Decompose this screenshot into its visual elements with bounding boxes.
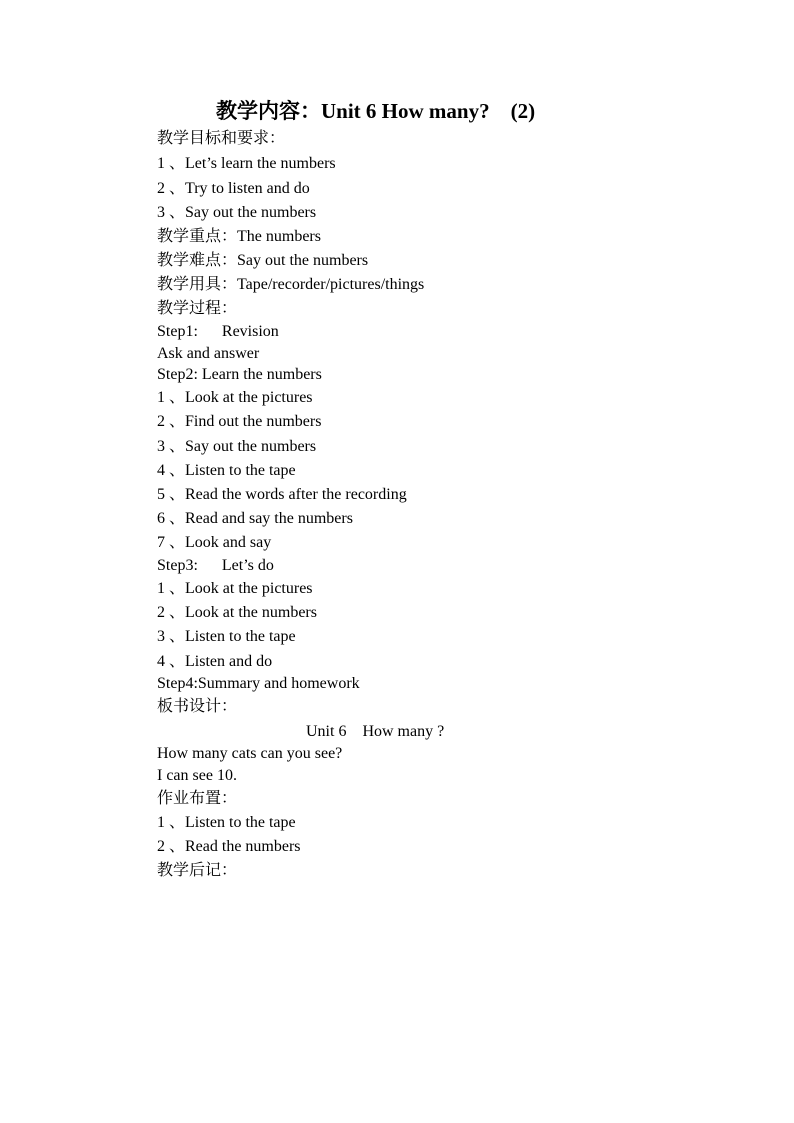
item-text: Try to listen and do	[185, 180, 310, 197]
objective-item	[157, 179, 310, 199]
item-number: 2 、	[157, 838, 186, 855]
item-number: 6 、	[157, 510, 186, 527]
homework-item	[157, 837, 301, 857]
step3-title: Step3: Let’s do	[157, 557, 274, 574]
item-number: 1 、	[157, 155, 186, 172]
homework-heading: 作业布置：	[157, 790, 238, 807]
step2-item	[157, 437, 316, 457]
item-text: Find out the numbers	[185, 413, 322, 430]
item-text: Read the numbers	[185, 838, 301, 855]
step2-item	[157, 388, 313, 408]
board-center-title: Unit 6 How many ?	[306, 723, 445, 740]
item-number: 3 、	[157, 438, 186, 455]
item-number: 4 、	[157, 462, 186, 479]
item-text: Say out the numbers	[185, 438, 317, 455]
board-line: How many cats can you see?	[157, 745, 343, 762]
board-line: I can see 10.	[157, 767, 237, 784]
step2-item	[157, 509, 353, 529]
item-number: 3 、	[157, 204, 186, 221]
step2-item	[157, 412, 321, 432]
teaching-tools: 教学用具：Tape/recorder/pictures/things	[157, 276, 425, 293]
step3-item	[157, 652, 272, 672]
item-number: 2 、	[157, 413, 186, 430]
item-number: 7 、	[157, 534, 186, 551]
item-text: Look at the numbers	[185, 604, 317, 621]
item-number: 3 、	[157, 628, 186, 645]
item-number: 4 、	[157, 653, 186, 670]
reflection-heading: 教学后记：	[157, 862, 238, 879]
step3-item	[157, 579, 313, 599]
item-text: Listen to the tape	[185, 462, 296, 479]
step3-item	[157, 603, 317, 623]
teaching-difficulty: 教学难点：Say out the numbers	[157, 252, 369, 269]
item-number: 1 、	[157, 580, 186, 597]
objective-item	[157, 154, 336, 174]
item-number: 2 、	[157, 604, 186, 621]
step1-line: Ask and answer	[157, 345, 260, 362]
step2-item	[157, 461, 296, 481]
step2-item	[157, 485, 407, 505]
step4-title: Step4:Summary and homework	[157, 675, 360, 692]
objectives-heading: 教学目标和要求：	[157, 130, 286, 147]
item-number: 1 、	[157, 389, 186, 406]
item-text: Listen and do	[185, 653, 273, 670]
item-text: Look at the pictures	[185, 389, 313, 406]
step1-title: Step1: Revision	[157, 323, 279, 340]
board-heading: 板书设计：	[157, 698, 238, 715]
item-text: Let’s learn the numbers	[185, 155, 336, 172]
teaching-focus: 教学重点：The numbers	[157, 228, 321, 245]
page-title: 教学内容：Unit 6 How many? (2)	[216, 99, 536, 123]
item-text: Read the words after the recording	[185, 486, 407, 503]
step2-title: Step2: Learn the numbers	[157, 366, 322, 383]
item-text: Look and say	[185, 534, 272, 551]
item-text: Read and say the numbers	[185, 510, 353, 527]
process-heading: 教学过程：	[157, 300, 238, 317]
step3-item	[157, 627, 296, 647]
item-text: Look at the pictures	[185, 580, 313, 597]
item-number: 1 、	[157, 814, 186, 831]
step2-item	[157, 533, 271, 553]
item-text: Say out the numbers	[185, 204, 317, 221]
objective-item	[157, 203, 316, 223]
item-text: Listen to the tape	[185, 814, 296, 831]
item-number: 5 、	[157, 486, 186, 503]
item-text: Listen to the tape	[185, 628, 296, 645]
homework-item	[157, 813, 296, 833]
item-number: 2 、	[157, 180, 186, 197]
